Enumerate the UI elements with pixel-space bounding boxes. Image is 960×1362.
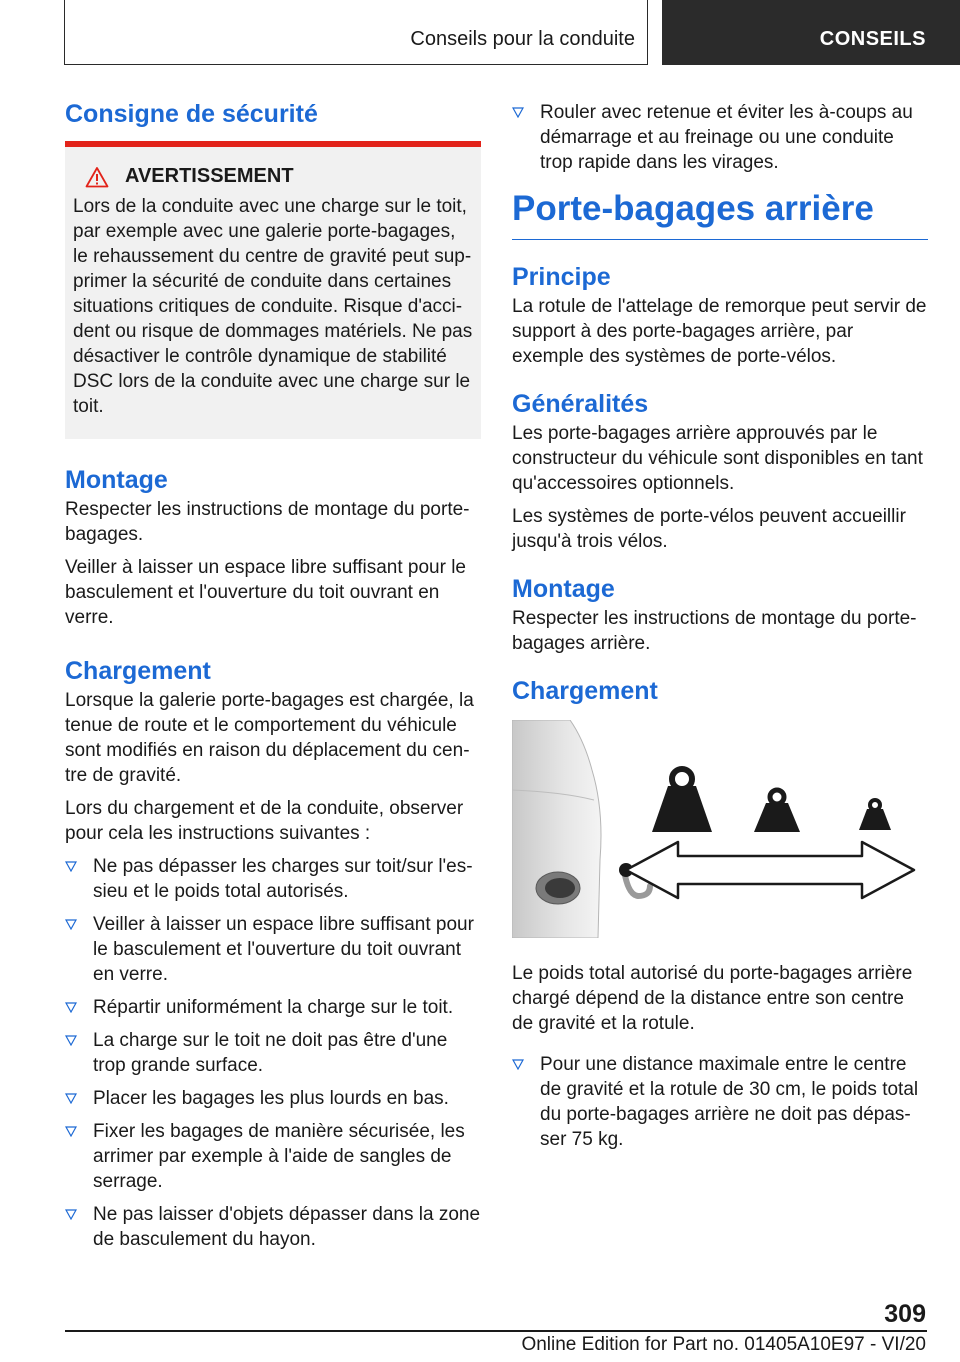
warning-header [73,165,473,188]
chargement-heading: Chargement [65,657,211,685]
generalites-paragraph-2: Les systèmes de porte-vélos peuvent accueillir jusqu'à trois vélos. [512,506,906,552]
list-item: La charge sur le toit ne doit pas être d'une trop grande surface. [65,1028,481,1078]
bullet-triangle-icon [65,1209,77,1220]
generalites-paragraph-1: Les porte-bagages arrière approuvés par le constructeur du véhicule sont disponibles en tant qu'accessoires optionnels. [512,423,923,494]
rear-carrier-heading: Porte-bagages arrière [512,189,928,240]
footer-rule [65,1330,927,1332]
page-number: 309 [884,1300,926,1328]
list-item: Ne pas dépasser les charges sur toit/sur l'essieu et le poids total autorisés. [65,854,481,904]
montage-heading: Montage [65,466,168,494]
warning-box [65,147,481,439]
principe-heading: Principe [512,263,611,291]
list-item: Fixer les bagages de manière sécurisée, les arrimer par exemple à l'aide de sangles de serrage. [65,1119,481,1194]
weight-limit-list [512,1052,928,1152]
warning-text: Lors de la conduite avec une charge sur le toit, par exemple avec une galerie porte-bagages, le rehaussement du centre de gravité peut supprimer la sécurité de conduite dans certaines situations critiques de conduite. Risque d'accident ou risque de dommages matériels. Ne pas désactiver le contrôle dynamique de stabilité DSC lors de la conduite avec une charge sur le toit. [73,196,473,417]
list-item: Rouler avec retenue et éviter les à-coups au démarrage et au freinage ou une conduite trop rapide dans les virages. [512,100,928,175]
montage-paragraph-2: Veiller à laisser un espace libre suffisant pour le basculement et l'ouverture du toit ouvrant en verre. [65,557,466,628]
bullet-triangle-icon [65,1035,77,1046]
montage-paragraph-1: Respecter les instructions de montage du porte-bagages. [65,499,470,545]
car-rear-shape [512,720,601,938]
loading-instructions-list [65,854,481,1252]
header-chapter-label: CONSEILS [819,28,926,50]
safety-heading: Consigne de sécurité [65,100,318,128]
chargement-paragraph-1: Lorsque la galerie porte-bagages est chargée, la tenue de route et le comportement du véhicule sont modifiés en raison du déplacement du centre de gravité. [65,690,474,786]
bullet-triangle-icon [65,1126,77,1137]
list-item: Pour une distance maximale entre le centre de gravité et la rotule de 30 cm, le poids total du porte-bagages arrière ne doit pas dépasser 75 kg. [512,1052,928,1152]
montage-heading-right: Montage [512,575,615,603]
light-weight-icon [859,800,891,830]
header-chapter-tab [662,0,960,65]
left-column [65,100,481,1260]
list-item: Ne pas laisser d'objets dépasser dans la zone de basculement du hayon. [65,1202,481,1252]
header-section-box [64,0,648,65]
bullet-triangle-icon [65,861,77,872]
bullet-triangle-icon [65,919,77,930]
header-section-title: Conseils pour la conduite [410,28,635,50]
list-item: Veiller à laisser un espace libre suffisant pour le basculement et l'ouverture du toit ouvrant en verre. [65,912,481,987]
principe-paragraph: La rotule de l'attelage de remorque peut servir de support à des porte-bagages arrière, par exemple des systèmes de porte-vélos. [512,296,927,367]
list-item: Placer les bagages les plus lourds en bas. [65,1086,481,1111]
chargement-paragraph-2: Lors du chargement et de la conduite, observer pour cela les instructions suivantes : [65,798,464,844]
warning-title: AVERTISSEMENT [125,165,294,187]
load-distance-illustration [512,720,928,938]
generalites-heading: Généralités [512,390,649,418]
edition-footer: Online Edition for Part no. 01405A10E97 - VI/20 [521,1334,926,1355]
driving-bullet-list [512,100,928,175]
bullet-triangle-icon [65,1002,77,1013]
list-item: Répartir uniformément la charge sur le toit. [65,995,481,1020]
chargement-paragraph-right: Le poids total autorisé du porte-bagages arrière chargé dépend de la distance entre son centre de gravité et la rotule. [512,963,913,1034]
warning-triangle-icon [85,166,109,188]
right-column [512,100,928,1160]
montage-paragraph-right: Respecter les instructions de montage du porte-bagages arrière. [512,608,917,654]
distance-arrow [626,842,914,898]
bullet-triangle-icon [512,1059,524,1070]
medium-weight-icon [754,790,800,832]
heavy-weight-icon [652,769,712,832]
bullet-triangle-icon [512,107,524,118]
chargement-heading-right: Chargement [512,677,658,705]
bullet-triangle-icon [65,1093,77,1104]
